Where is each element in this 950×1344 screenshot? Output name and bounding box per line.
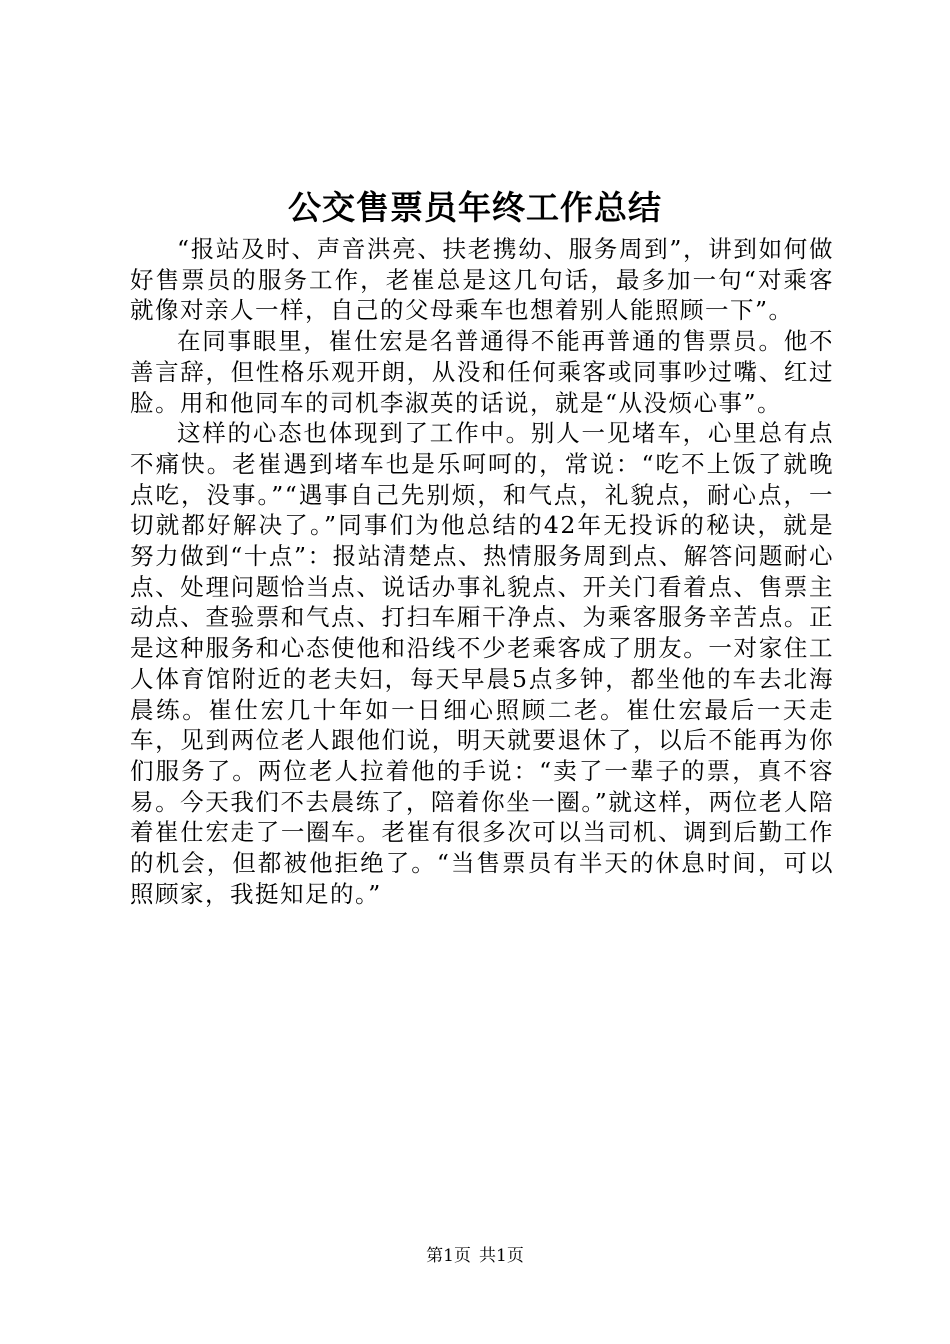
paragraph-3: 这样的心态也体现到了工作中。别人一见堵车，心里总有点不痛快。老崔遇到堵车也是乐呵呵的，常说：“吃不上饭了就晚点吃，没事。”“遇事自己先别烦，和气点，礼貌点，耐心点，一切就都好解决了。”同事们为他总结的42年无投诉的秘诀，就是努力做到“十点”：报站清楚点、热情服务周到点、解答问题耐心点、处理问题恰当点、说话办事礼貌点、开关门看着点、售票主动点、查验票和气点、打扫车厢干净点、为乘客服务辛苦点。正是这种服务和心态使他和沿线不少老乘客成了朋友。一对家住工人体育馆附近的老夫妇，每天早晨5点多钟，都坐他的车去北海晨练。崔仕宏几十年如一日细心照顾二老。崔仕宏最后一天走车，见到两位老人跟他们说，明天就要退休了，以后不能再为你们服务了。两位老人拉着他的手说：“卖了一辈子的票，真不容易。今天我们不去晨练了，陪着你坐一圈。”就这样，两位老人陪着崔仕宏走了一圈车。老崔有很多次可以当司机、调到后勤工作的机会，但都被他拒绝了。“当售票员有半天的休息时间，可以照顾家，我挺知足的。” [130, 419, 834, 908]
page-total: 共1页 [479, 1246, 524, 1266]
page-footer [0, 1245, 950, 1267]
paragraph-1: “报站及时、声音洪亮、扶老携幼、服务周到”，讲到如何做好售票员的服务工作，老崔总是这几句话，最多加一句“对乘客就像对亲人一样，自己的父母乘车也想着别人能照顾一下”。 [130, 235, 834, 325]
document-title: 公交售票员年终工作总结 [288, 188, 662, 227]
paragraph-2: 在同事眼里，崔仕宏是名普通得不能再普通的售票员。他不善言辞，但性格乐观开朗，从没和任何乘客或同事吵过嘴、红过脸。用和他同车的司机李淑英的话说，就是“从没烦心事”。 [130, 327, 834, 417]
page-number: 第1页 [426, 1246, 471, 1266]
document-body [130, 234, 834, 909]
